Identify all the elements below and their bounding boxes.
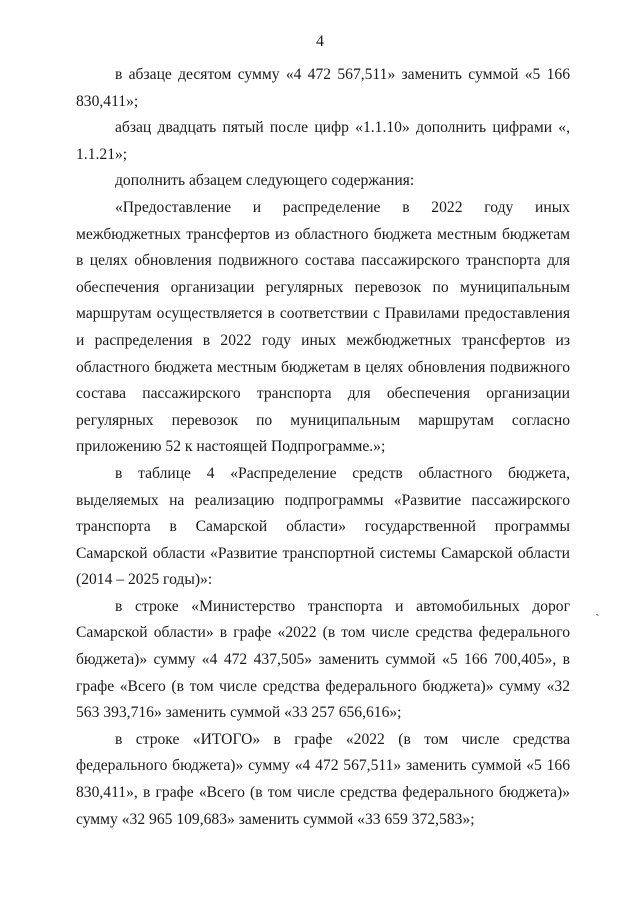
paragraph-1: в абзаце десятом сумму «4 472 567,511» заменить суммой «5 166 830,411»; — [76, 66, 570, 110]
document-body — [76, 62, 570, 833]
paragraph-4: «Предоставление и распределение в 2022 году иных межбюджетных трансфертов из областного бюджета местным бюджетам в целях обновления подвижного состава пассажирского транспорта для обеспечения организации регулярных перевозок по муниципальным маршрутам осуществляется в соответствии с Правилами предоставления и распределения в 2022 году иных межбюджетных трансфертов из областного бюджета местным бюджетам в целях обновления подвижного состава пассажирского транспорта для обеспечения организации регулярных перевозок по муниципальным маршрутам согласно приложению 52 к настоящей Подпрограмме.»; — [76, 198, 570, 456]
scan-mark: ˎ — [595, 602, 600, 617]
paragraph-3: дополнить абзацем следующего содержания: — [115, 172, 415, 190]
paragraph-7: в строке «ИТОГО» в графе «2022 (в том числе средства федерального бюджета)» сумму «4 472 567,511» заменить суммой «5 166 830,411», в графе «Всего (в том числе средства федерального бюджета)» сумму «32 965 109,683» заменить суммой «33 659 372,583»; — [76, 730, 570, 828]
paragraph-5: в таблице 4 «Распределение средств областного бюджета, выделяемых на реализацию подпрограммы «Развитие пассажирского транспорта в Самарской области» государственной программы Самарской области «Развитие транспортной системы Самарской области (2014 – 2025 годы)»: — [76, 464, 570, 589]
paragraph-2: абзац двадцать пятый после цифр «1.1.10» дополнить цифрами «, 1.1.21»; — [76, 119, 570, 163]
page-number: 4 — [316, 33, 324, 50]
paragraph-6: в строке «Министерство транспорта и автомобильных дорог Самарской области» в графе «2022 (в том числе средства федерального бюджета)» сумму «4 472 437,505» заменить суммой «5 166 700,405», в графе «Всего (в том числе средства федерального бюджета)» сумму «32 563 393,716» заменить суммой «33 257 656,616»; — [76, 597, 570, 722]
